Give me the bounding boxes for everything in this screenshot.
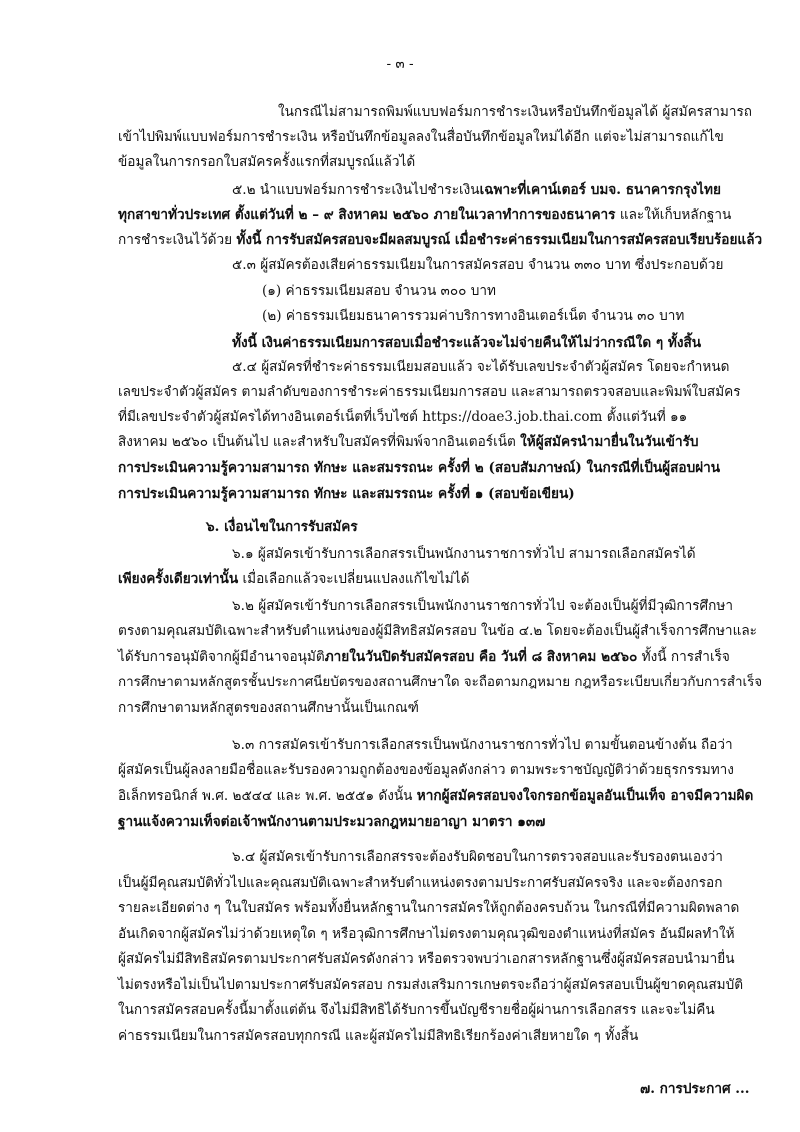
text-line: เป็นผู้มีคุณสมบัติทั่วไปและคุณสมบัติเฉพาะสำหรับตำแหน่งตรงตามประกาศรับสมัครจริง และจะต้องกรอก	[118, 875, 723, 891]
text-run: การชำระเงินไว้ด้วย	[118, 232, 237, 248]
text-line: ๕.๔ ผู้สมัครที่ชำระค่าธรรมเนียมสอบแล้ว จะได้รับเลขประจำตัวผู้สมัคร โดยจะกำหนด	[232, 359, 730, 375]
text-line: ค่าธรรมเนียมในการสมัครสอบทุกกรณี และผู้สมัครไม่มีสิทธิเรียกร้องค่าเสียหายใด ๆ ทั้งสิ้น	[118, 1028, 639, 1044]
emphasis-text: ภายในวันปิดรับสมัครสอบ คือ วันที่ ๘ สิงหาคม ๒๕๖๐	[324, 649, 638, 665]
text-line: ที่มีเลขประจำตัวผู้สมัครได้ทางอินเตอร์เน็ตที่เว็บไซต์ https://doae3.job.thai.com ตั้งแต่วันที่ ๑๑	[118, 409, 688, 425]
emphasis-text: เพียงครั้งเดียวเท่านั้น	[118, 571, 239, 587]
list-item: (๒) ค่าธรรมเนียมธนาคารรวมค่าบริการทางอินเตอร์เน็ต จำนวน ๓๐ บาท	[262, 308, 685, 324]
text-line	[118, 430, 699, 455]
text-line: เข้าไปพิมพ์แบบฟอร์มการชำระเงิน หรือบันทึกข้อมูลลงในสื่อบันทึกข้อมูลใหม่ได้อีก แต่จะไม่สามารถแก้ไข	[118, 129, 724, 145]
fee-note: ทั้งนี้ เงินค่าธรรมเนียมการสอบเมื่อชำระแล้วจะไม่จ่ายคืนให้ไม่ว่ากรณีใด ๆ ทั้งสิ้น	[232, 335, 702, 351]
text-line: การประเมินความรู้ความสามารถ ทักษะ และสมรรถนะ ครั้งที่ ๑ (สอบข้อเขียน)	[118, 486, 575, 502]
text-line	[118, 203, 731, 228]
text-run: สิงหาคม ๒๕๖๐ เป็นต้นไป และสำหรับใบสมัครที่พิมพ์จากอินเตอร์เน็ต	[118, 434, 521, 450]
text-run: ทั้งนี้ การสำเร็จ	[637, 649, 730, 665]
text-line	[118, 228, 762, 253]
text-line: ผู้สมัครเป็นผู้ลงลายมือชื่อและรับรองความถูกต้องของข้อมูลดังกล่าว ตามพระราชบัญญัติว่าด้วยธุรกรรมทาง	[118, 762, 734, 778]
text-line: ในกรณีไม่สามารถพิมพ์แบบฟอร์มการชำระเงินหรือบันทึกข้อมูลได้ ผู้สมัครสามารถ	[278, 104, 753, 120]
text-line: อันเกิดจากผู้สมัครไม่ว่าด้วยเหตุใด ๆ หรือวุฒิการศึกษาไม่ตรงตามคุณวุฒิของตำแหน่งที่สมัคร อันมีผลทำให้	[118, 926, 735, 942]
text-run: ๕.๒ นำแบบฟอร์มการชำระเงินไปชำระเงิน	[232, 182, 480, 198]
continuation-marker: ๗. การประกาศ ...	[640, 1081, 750, 1097]
emphasis-text: ทั้งนี้ การรับสมัครสอบจะมีผลสมบูรณ์ เมื่อชำระค่าธรรมเนียมในการสมัครสอบเรียบร้อยแล้ว	[236, 232, 763, 248]
text-line: ๖.๔ ผู้สมัครเข้ารับการเลือกสรรจะต้องรับผิดชอบในการตรวจสอบและรับรองตนเองว่า	[232, 849, 723, 865]
text-line: ๖.๒ ผู้สมัครเข้ารับการเลือกสรรเป็นพนักงานราชการทั่วไป จะต้องเป็นผู้ที่มีวุฒิการศึกษา	[232, 598, 733, 614]
emphasis-text: หากผู้สมัครสอบจงใจกรอกข้อมูลอันเป็นเท็จ อาจมีความผิด	[416, 788, 754, 804]
text-line: ข้อมูลในการกรอกใบสมัครครั้งแรกที่สมบูรณ์แล้วได้	[118, 154, 416, 170]
text-line: รายละเอียดต่าง ๆ ในใบสมัคร พร้อมทั้งยื่นหลักฐานในการสมัครให้ถูกต้องครบถ้วน ในกรณีที่มีความผิดพลาด	[118, 900, 740, 916]
text-line	[118, 784, 753, 809]
text-run: และให้เก็บหลักฐาน	[615, 207, 732, 223]
text-line: ในการสมัครสอบครั้งนี้มาตั้งแต่ต้น จึงไม่มีสิทธิได้รับการขึ้นบัญชีรายชื่อผู้ผ่านการเลือกสรร และจะไม่คืน	[118, 1002, 715, 1018]
emphasis-text: เฉพาะที่เคาน์เตอร์ บมจ. ธนาคารกรุงไทย	[479, 182, 721, 198]
text-line: การประเมินความรู้ความสามารถ ทักษะ และสมรรถนะ ครั้งที่ ๒ (สอบสัมภาษณ์) ในกรณีที่เป็นผู้สอบผ่าน	[118, 460, 721, 476]
text-run: ได้รับการอนุมัติจากผู้มีอำนาจอนุมัติ	[118, 649, 325, 665]
text-line: เลขประจำตัวผู้สมัคร ตามลำดับของการชำระค่าธรรมเนียมการสอบ และสามารถตรวจสอบและพิมพ์ใบสมัคร	[118, 384, 741, 400]
text-line: ๕.๓ ผู้สมัครต้องเสียค่าธรรมเนียมในการสมัครสอบ จำนวน ๓๓๐ บาท ซึ่งประกอบด้วย	[232, 257, 724, 273]
text-run: อิเล็กทรอนิกส์ พ.ศ. ๒๕๔๔ และ พ.ศ. ๒๕๕๑ ดังนั้น	[118, 788, 417, 804]
text-line	[118, 645, 730, 670]
text-line: การศึกษาตามหลักสูตรชั้นประกาศนียบัตรของสถานศึกษาใด จะถือตามกฎหมาย กฎหรือระเบียบเกี่ยวกับการสำเร็จ	[118, 675, 763, 690]
page-number: - ๓ -	[386, 56, 414, 72]
text-line: ผู้สมัครไม่มีสิทธิสมัครตามประกาศรับสมัครดังกล่าว หรือตรวจพบว่าเอกสารหลักฐานซึ่งผู้สมัครสอบนำมายื่น	[118, 951, 735, 967]
list-item: (๑) ค่าธรรมเนียมสอบ จำนวน ๓๐๐ บาท	[262, 283, 496, 299]
text-line: ๖.๑ ผู้สมัครเข้ารับการเลือกสรรเป็นพนักงานราชการทั่วไป สามารถเลือกสมัครได้	[232, 546, 696, 562]
emphasis-text: ทุกสาขาทั่วประเทศ ตั้งแต่วันที่ ๒ – ๙ สิงหาคม ๒๕๖๐ ภายในเวลาทำการของธนาคาร	[118, 207, 616, 223]
text-line: การศึกษาตามหลักสูตรของสถานศึกษานั้นเป็นเกณฑ์	[118, 700, 419, 716]
emphasis-text: ให้ผู้สมัครนำมายื่นในวันเข้ารับ	[520, 434, 699, 450]
text-line	[118, 567, 469, 592]
text-line: ไม่ตรงหรือไม่เป็นไปตามประกาศรับสมัครสอบ กรมส่งเสริมการเกษตรจะถือว่าผู้สมัครสอบเป็นผู้ขาดคุณสมบัติ	[118, 977, 744, 993]
text-line: ๖.๓ การสมัครเข้ารับการเลือกสรรเป็นพนักงานราชการทั่วไป ตามขั้นตอนข้างต้น ถือว่า	[232, 737, 733, 753]
section-heading: ๖. เงื่อนไขในการรับสมัคร	[206, 519, 358, 535]
text-run: เมื่อเลือกแล้วจะเปลี่ยนแปลงแก้ไขไม่ได้	[238, 571, 470, 587]
text-line	[232, 178, 721, 203]
text-line: ฐานแจ้งความเท็จต่อเจ้าพนักงานตามประมวลกฎหมายอาญา มาตรา ๑๓๗	[118, 814, 546, 830]
text-line: ตรงตามคุณสมบัติเฉพาะสำหรับตำแหน่งของผู้มีสิทธิสมัครสอบ ในข้อ ๔.๒ โดยจะต้องเป็นผู้สำเร็จการศึกษาและ	[118, 623, 757, 639]
